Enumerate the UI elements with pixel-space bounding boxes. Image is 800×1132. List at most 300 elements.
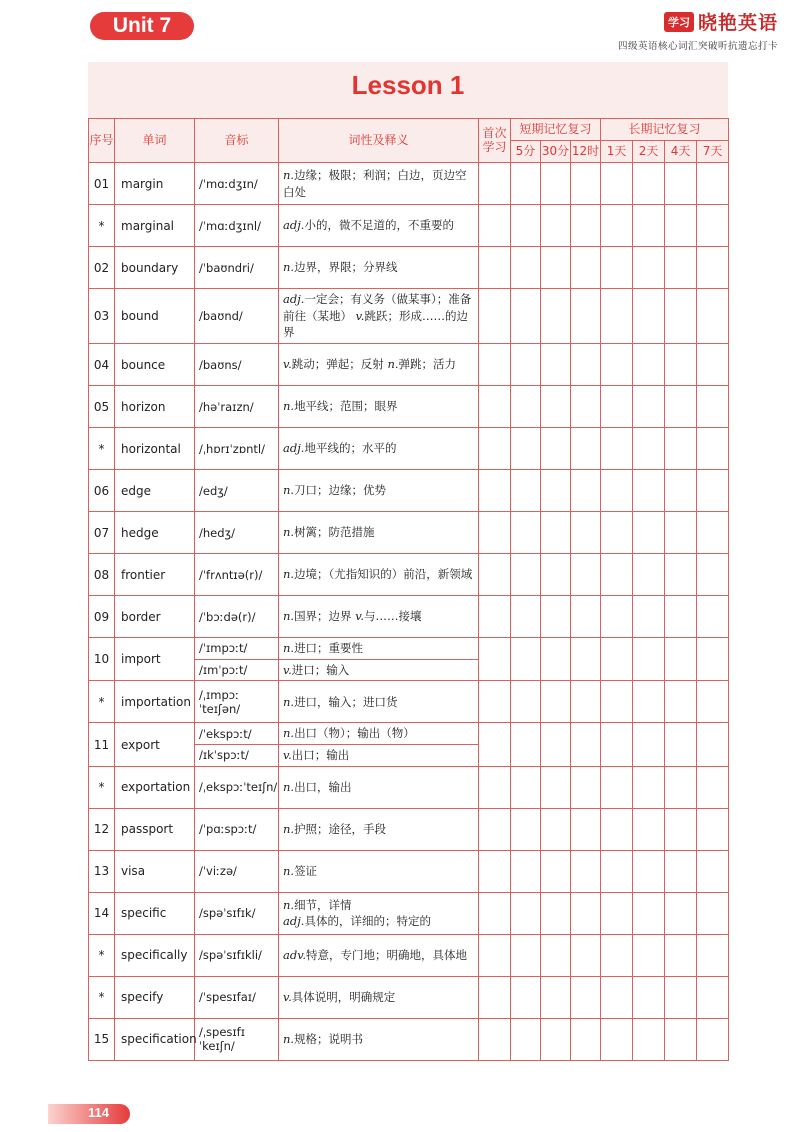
phonetic-cell: /baʊns/ — [195, 344, 279, 386]
header-ipa: 音标 — [195, 119, 279, 163]
row-number: 01 — [89, 163, 115, 205]
part-of-speech: v. — [283, 748, 292, 763]
review-checkbox[interactable] — [541, 596, 571, 638]
review-checkbox[interactable] — [601, 681, 633, 723]
header-word: 单词 — [115, 119, 195, 163]
review-checkbox[interactable] — [541, 386, 571, 428]
row-number: 11 — [89, 723, 115, 766]
review-checkbox[interactable] — [601, 766, 633, 808]
review-checkbox[interactable] — [479, 386, 511, 428]
review-checkbox[interactable] — [665, 808, 697, 850]
review-checkbox[interactable] — [697, 554, 729, 596]
review-checkbox[interactable] — [479, 892, 511, 934]
definition-text: 弹跳；活力 — [398, 357, 457, 372]
row-number: 10 — [89, 638, 115, 681]
review-checkbox[interactable] — [665, 934, 697, 976]
review-checkbox[interactable] — [479, 934, 511, 976]
review-checkbox[interactable] — [601, 163, 633, 205]
review-checkbox[interactable] — [479, 766, 511, 808]
brand-name: 晓艳英语 — [697, 12, 778, 34]
review-checkbox[interactable] — [541, 163, 571, 205]
review-checkbox[interactable] — [665, 976, 697, 1018]
phonetic-cell: /ˈmɑːdʒɪnl/ — [195, 205, 279, 247]
review-checkbox[interactable] — [511, 554, 541, 596]
table-row — [89, 596, 729, 638]
review-checkbox[interactable] — [601, 470, 633, 512]
review-checkbox[interactable] — [541, 850, 571, 892]
review-checkbox[interactable] — [665, 512, 697, 554]
review-checkbox[interactable] — [665, 163, 697, 205]
review-checkbox[interactable] — [571, 976, 601, 1018]
review-checkbox[interactable] — [697, 428, 729, 470]
review-checkbox[interactable] — [697, 638, 729, 681]
review-checkbox[interactable] — [571, 808, 601, 850]
review-checkbox[interactable] — [571, 470, 601, 512]
review-checkbox[interactable] — [601, 808, 633, 850]
review-checkbox[interactable] — [511, 470, 541, 512]
phonetic-cell: /ˈfrʌntɪə(r)/ — [195, 554, 279, 596]
definition-text: 出口；输出 — [291, 748, 350, 763]
review-checkbox[interactable] — [511, 1018, 541, 1060]
review-checkbox[interactable] — [479, 205, 511, 247]
review-checkbox[interactable] — [541, 638, 571, 681]
row-number: 03 — [89, 289, 115, 344]
part-of-speech: n. — [283, 483, 295, 498]
review-checkbox[interactable] — [511, 766, 541, 808]
review-checkbox[interactable] — [541, 1018, 571, 1060]
part-of-speech: adj. — [283, 441, 305, 456]
header-long-interval: 1天 — [601, 141, 633, 163]
word-cell: export — [115, 723, 195, 766]
definition-cell — [279, 892, 479, 934]
review-checkbox[interactable] — [571, 554, 601, 596]
part-of-speech: n. — [283, 821, 295, 836]
word-cell: import — [115, 638, 195, 681]
part-of-speech: n. — [283, 694, 295, 709]
part-of-speech: n. — [283, 897, 295, 912]
review-checkbox[interactable] — [571, 386, 601, 428]
review-checkbox[interactable] — [665, 554, 697, 596]
review-checkbox[interactable] — [633, 205, 665, 247]
part-of-speech: v. — [283, 989, 292, 1004]
review-checkbox[interactable] — [541, 205, 571, 247]
review-checkbox[interactable] — [633, 1018, 665, 1060]
review-checkbox[interactable] — [571, 344, 601, 386]
review-checkbox[interactable] — [601, 850, 633, 892]
part-of-speech: n. — [283, 609, 295, 624]
review-checkbox[interactable] — [601, 1018, 633, 1060]
row-number: 12 — [89, 808, 115, 850]
review-checkbox[interactable] — [601, 428, 633, 470]
review-checkbox[interactable] — [697, 163, 729, 205]
definition-cell — [279, 638, 479, 660]
review-checkbox[interactable] — [511, 289, 541, 344]
lesson-title: Lesson 1 — [351, 70, 465, 100]
definition-cell — [279, 766, 479, 808]
review-checkbox[interactable] — [697, 681, 729, 723]
review-checkbox[interactable] — [633, 681, 665, 723]
review-checkbox[interactable] — [633, 976, 665, 1018]
table-row — [89, 205, 729, 247]
word-cell: frontier — [115, 554, 195, 596]
review-checkbox[interactable] — [479, 289, 511, 344]
review-checkbox[interactable] — [571, 766, 601, 808]
definition-text: 边界，界限；分界线 — [294, 260, 398, 275]
review-checkbox[interactable] — [633, 428, 665, 470]
review-checkbox[interactable] — [511, 723, 541, 766]
review-checkbox[interactable] — [601, 247, 633, 289]
word-cell: horizon — [115, 386, 195, 428]
review-checkbox[interactable] — [541, 934, 571, 976]
phonetic-cell: /ˌhɒrɪˈzɒntl/ — [195, 428, 279, 470]
definition-text: 进口；重要性 — [294, 641, 364, 656]
word-cell: horizontal — [115, 428, 195, 470]
review-checkbox[interactable] — [665, 1018, 697, 1060]
review-checkbox[interactable] — [633, 766, 665, 808]
review-checkbox[interactable] — [479, 247, 511, 289]
review-checkbox[interactable] — [541, 428, 571, 470]
review-checkbox[interactable] — [665, 850, 697, 892]
review-checkbox[interactable] — [541, 808, 571, 850]
row-number: 06 — [89, 470, 115, 512]
review-checkbox[interactable] — [633, 596, 665, 638]
review-checkbox[interactable] — [697, 596, 729, 638]
review-checkbox[interactable] — [633, 554, 665, 596]
definition-cell — [279, 808, 479, 850]
review-checkbox[interactable] — [479, 163, 511, 205]
review-checkbox[interactable] — [511, 681, 541, 723]
review-checkbox[interactable] — [665, 247, 697, 289]
review-checkbox[interactable] — [633, 289, 665, 344]
review-checkbox[interactable] — [601, 638, 633, 681]
table-row — [89, 808, 729, 850]
review-checkbox[interactable] — [665, 766, 697, 808]
table-row — [89, 344, 729, 386]
review-checkbox[interactable] — [511, 428, 541, 470]
word-cell: specification — [115, 1018, 195, 1060]
word-cell: marginal — [115, 205, 195, 247]
definition-cell — [279, 428, 479, 470]
header-short-interval: 5分 — [511, 141, 541, 163]
header-long-interval: 4天 — [665, 141, 697, 163]
phonetic-cell: /spəˈsɪfɪkli/ — [195, 934, 279, 976]
table-row — [89, 289, 729, 344]
brand-block — [618, 8, 778, 52]
phonetic-cell: /ˈɪmpɔːt/ — [195, 638, 279, 660]
review-checkbox[interactable] — [541, 289, 571, 344]
definition-text: 国界；边界 — [294, 609, 352, 624]
review-checkbox[interactable] — [511, 163, 541, 205]
review-checkbox[interactable] — [541, 247, 571, 289]
header-long-interval: 2天 — [633, 141, 665, 163]
review-checkbox[interactable] — [633, 723, 665, 766]
header-long-interval: 7天 — [697, 141, 729, 163]
table-row — [89, 850, 729, 892]
definition-text: 特意，专门地；明确地，具体地 — [306, 947, 468, 962]
review-checkbox[interactable] — [665, 386, 697, 428]
review-checkbox[interactable] — [665, 638, 697, 681]
definition-text: 小的，微不足道的，不重要的 — [304, 218, 454, 233]
definition-cell — [279, 723, 479, 745]
review-checkbox[interactable] — [665, 681, 697, 723]
review-checkbox[interactable] — [601, 596, 633, 638]
review-checkbox[interactable] — [633, 470, 665, 512]
review-checkbox[interactable] — [697, 247, 729, 289]
review-checkbox[interactable] — [541, 681, 571, 723]
review-checkbox[interactable] — [697, 289, 729, 344]
row-number: 13 — [89, 850, 115, 892]
header-short-term: 短期记忆复习 — [511, 119, 601, 141]
review-checkbox[interactable] — [541, 554, 571, 596]
table-row — [89, 892, 729, 934]
review-checkbox[interactable] — [633, 638, 665, 681]
review-checkbox[interactable] — [633, 386, 665, 428]
definition-cell — [279, 976, 479, 1018]
definition-text: 与……接壤 — [364, 609, 422, 624]
review-checkbox[interactable] — [479, 512, 511, 554]
review-checkbox[interactable] — [571, 638, 601, 681]
review-checkbox[interactable] — [665, 596, 697, 638]
review-checkbox[interactable] — [479, 470, 511, 512]
phonetic-cell: /həˈraɪzn/ — [195, 386, 279, 428]
part-of-speech: adj. — [283, 292, 305, 306]
review-checkbox[interactable] — [479, 976, 511, 1018]
part-of-speech: adj. — [283, 914, 305, 929]
review-checkbox[interactable] — [571, 723, 601, 766]
word-cell: exportation — [115, 766, 195, 808]
phonetic-cell: /ˌspesɪfɪˈkeɪʃn/ — [195, 1018, 279, 1060]
definition-text: 签证 — [294, 863, 318, 878]
phonetic-cell: /ɪmˈpɔːt/ — [195, 659, 279, 681]
review-checkbox[interactable] — [541, 470, 571, 512]
definition-text: 跳跃；形成……的边界 — [283, 308, 468, 340]
definition-text: 地平线；范围；眼界 — [294, 399, 398, 414]
definition-cell — [279, 247, 479, 289]
review-checkbox[interactable] — [633, 850, 665, 892]
review-checkbox[interactable] — [571, 850, 601, 892]
review-checkbox[interactable] — [601, 892, 633, 934]
word-cell: specify — [115, 976, 195, 1018]
word-cell: specifically — [115, 934, 195, 976]
part-of-speech: n. — [387, 357, 399, 372]
definition-cell — [279, 1018, 479, 1060]
review-checkbox[interactable] — [511, 808, 541, 850]
review-checkbox[interactable] — [511, 638, 541, 681]
row-number: 14 — [89, 892, 115, 934]
review-checkbox[interactable] — [697, 808, 729, 850]
review-checkbox[interactable] — [601, 554, 633, 596]
phonetic-cell: /hedʒ/ — [195, 512, 279, 554]
review-checkbox[interactable] — [571, 289, 601, 344]
phonetic-cell: /ˈekspɔːt/ — [195, 723, 279, 745]
review-checkbox[interactable] — [697, 205, 729, 247]
table-row — [89, 247, 729, 289]
review-checkbox[interactable] — [601, 976, 633, 1018]
review-checkbox[interactable] — [665, 723, 697, 766]
review-checkbox[interactable] — [633, 808, 665, 850]
review-checkbox[interactable] — [697, 470, 729, 512]
phonetic-cell: /ˈpɑːspɔːt/ — [195, 808, 279, 850]
word-cell: boundary — [115, 247, 195, 289]
review-checkbox[interactable] — [633, 934, 665, 976]
review-checkbox[interactable] — [633, 247, 665, 289]
definition-text: 具体说明，明确规定 — [291, 989, 396, 1004]
header-long-term: 长期记忆复习 — [601, 119, 729, 141]
review-checkbox[interactable] — [571, 892, 601, 934]
review-checkbox[interactable] — [697, 850, 729, 892]
review-checkbox[interactable] — [571, 428, 601, 470]
review-checkbox[interactable] — [697, 766, 729, 808]
review-checkbox[interactable] — [511, 596, 541, 638]
review-checkbox[interactable] — [601, 512, 633, 554]
word-cell: bound — [115, 289, 195, 344]
brand-logo: 学习 — [664, 12, 694, 32]
review-checkbox[interactable] — [541, 344, 571, 386]
review-checkbox[interactable] — [633, 512, 665, 554]
definition-cell — [279, 745, 479, 767]
review-checkbox[interactable] — [665, 289, 697, 344]
vocab-table — [88, 118, 729, 1061]
review-checkbox[interactable] — [633, 344, 665, 386]
definition-cell — [279, 386, 479, 428]
review-checkbox[interactable] — [511, 344, 541, 386]
review-checkbox[interactable] — [479, 596, 511, 638]
definition-cell — [279, 681, 479, 723]
review-checkbox[interactable] — [541, 892, 571, 934]
review-checkbox[interactable] — [665, 205, 697, 247]
header-first-study: 首次学习 — [479, 119, 511, 163]
review-checkbox[interactable] — [665, 892, 697, 934]
review-checkbox[interactable] — [479, 1018, 511, 1060]
definition-text: 进口，输入；进口货 — [294, 694, 398, 709]
review-checkbox[interactable] — [571, 1018, 601, 1060]
page-number: 114 — [88, 1105, 109, 1120]
row-number: * — [89, 976, 115, 1018]
table-row — [89, 386, 729, 428]
table-row — [89, 554, 729, 596]
definition-cell — [279, 205, 479, 247]
review-checkbox[interactable] — [697, 892, 729, 934]
review-checkbox[interactable] — [541, 766, 571, 808]
phonetic-cell: /ˈviːzə/ — [195, 850, 279, 892]
review-checkbox[interactable] — [511, 247, 541, 289]
part-of-speech: n. — [283, 726, 295, 741]
part-of-speech: v. — [283, 662, 292, 677]
review-checkbox[interactable] — [479, 850, 511, 892]
definition-cell — [279, 850, 479, 892]
review-checkbox[interactable] — [601, 386, 633, 428]
row-number: 07 — [89, 512, 115, 554]
review-checkbox[interactable] — [511, 850, 541, 892]
part-of-speech: n. — [283, 399, 295, 414]
table-row — [89, 428, 729, 470]
review-checkbox[interactable] — [633, 163, 665, 205]
definition-text: 跳动；弹起；反射 — [291, 357, 384, 372]
review-checkbox[interactable] — [511, 512, 541, 554]
review-checkbox[interactable] — [571, 163, 601, 205]
phonetic-cell: /ˌɪmpɔːˈteɪʃən/ — [195, 681, 279, 723]
definition-text: 边境；（尤指知识的）前沿，新领域 — [294, 567, 473, 582]
review-checkbox[interactable] — [697, 1018, 729, 1060]
definition-cell — [279, 470, 479, 512]
review-checkbox[interactable] — [571, 247, 601, 289]
word-cell: margin — [115, 163, 195, 205]
review-checkbox[interactable] — [511, 205, 541, 247]
header-short-interval: 30分 — [541, 141, 571, 163]
review-checkbox[interactable] — [665, 428, 697, 470]
review-checkbox[interactable] — [697, 934, 729, 976]
review-checkbox[interactable] — [697, 976, 729, 1018]
row-number: * — [89, 934, 115, 976]
table-row — [89, 1018, 729, 1060]
phonetic-cell: /ɪkˈspɔːt/ — [195, 745, 279, 767]
review-checkbox[interactable] — [511, 892, 541, 934]
review-checkbox[interactable] — [601, 289, 633, 344]
phonetic-cell: /ˈbaʊndri/ — [195, 247, 279, 289]
review-checkbox[interactable] — [601, 723, 633, 766]
row-number: * — [89, 766, 115, 808]
definition-text: 一定会；有义务（做某事）；准备前往（某地） — [283, 292, 472, 323]
review-checkbox[interactable] — [571, 596, 601, 638]
review-checkbox[interactable] — [479, 344, 511, 386]
review-checkbox[interactable] — [479, 638, 511, 681]
row-number: 04 — [89, 344, 115, 386]
review-checkbox[interactable] — [511, 976, 541, 1018]
definition-cell — [279, 289, 479, 344]
review-checkbox[interactable] — [479, 723, 511, 766]
row-number: * — [89, 205, 115, 247]
review-checkbox[interactable] — [541, 723, 571, 766]
word-cell: specific — [115, 892, 195, 934]
row-number: 15 — [89, 1018, 115, 1060]
word-cell: edge — [115, 470, 195, 512]
row-number: 02 — [89, 247, 115, 289]
phonetic-cell: /ˈmɑːdʒɪn/ — [195, 163, 279, 205]
review-checkbox[interactable] — [479, 808, 511, 850]
review-checkbox[interactable] — [697, 723, 729, 766]
review-checkbox[interactable] — [697, 386, 729, 428]
review-checkbox[interactable] — [571, 512, 601, 554]
unit-badge: Unit 7 — [90, 12, 194, 40]
review-checkbox[interactable] — [511, 386, 541, 428]
word-cell: visa — [115, 850, 195, 892]
definition-text: 出口（物）；输出（物） — [294, 726, 415, 741]
review-checkbox[interactable] — [511, 934, 541, 976]
review-checkbox[interactable] — [479, 681, 511, 723]
review-checkbox[interactable] — [697, 344, 729, 386]
review-checkbox[interactable] — [633, 892, 665, 934]
brand-subtitle: 四级英语核心词汇突破听抗遗忘打卡 — [617, 41, 778, 52]
review-checkbox[interactable] — [665, 470, 697, 512]
review-checkbox[interactable] — [541, 976, 571, 1018]
review-checkbox[interactable] — [479, 554, 511, 596]
review-checkbox[interactable] — [571, 681, 601, 723]
review-checkbox[interactable] — [571, 205, 601, 247]
review-checkbox[interactable] — [601, 205, 633, 247]
table-row — [89, 163, 729, 205]
review-checkbox[interactable] — [697, 512, 729, 554]
review-checkbox[interactable] — [541, 512, 571, 554]
table-row — [89, 681, 729, 723]
review-checkbox[interactable] — [601, 934, 633, 976]
part-of-speech: n. — [283, 260, 295, 275]
review-checkbox[interactable] — [601, 344, 633, 386]
word-cell: bounce — [115, 344, 195, 386]
review-checkbox[interactable] — [479, 428, 511, 470]
review-checkbox[interactable] — [571, 934, 601, 976]
review-checkbox[interactable] — [665, 344, 697, 386]
part-of-speech: adv. — [283, 947, 307, 962]
